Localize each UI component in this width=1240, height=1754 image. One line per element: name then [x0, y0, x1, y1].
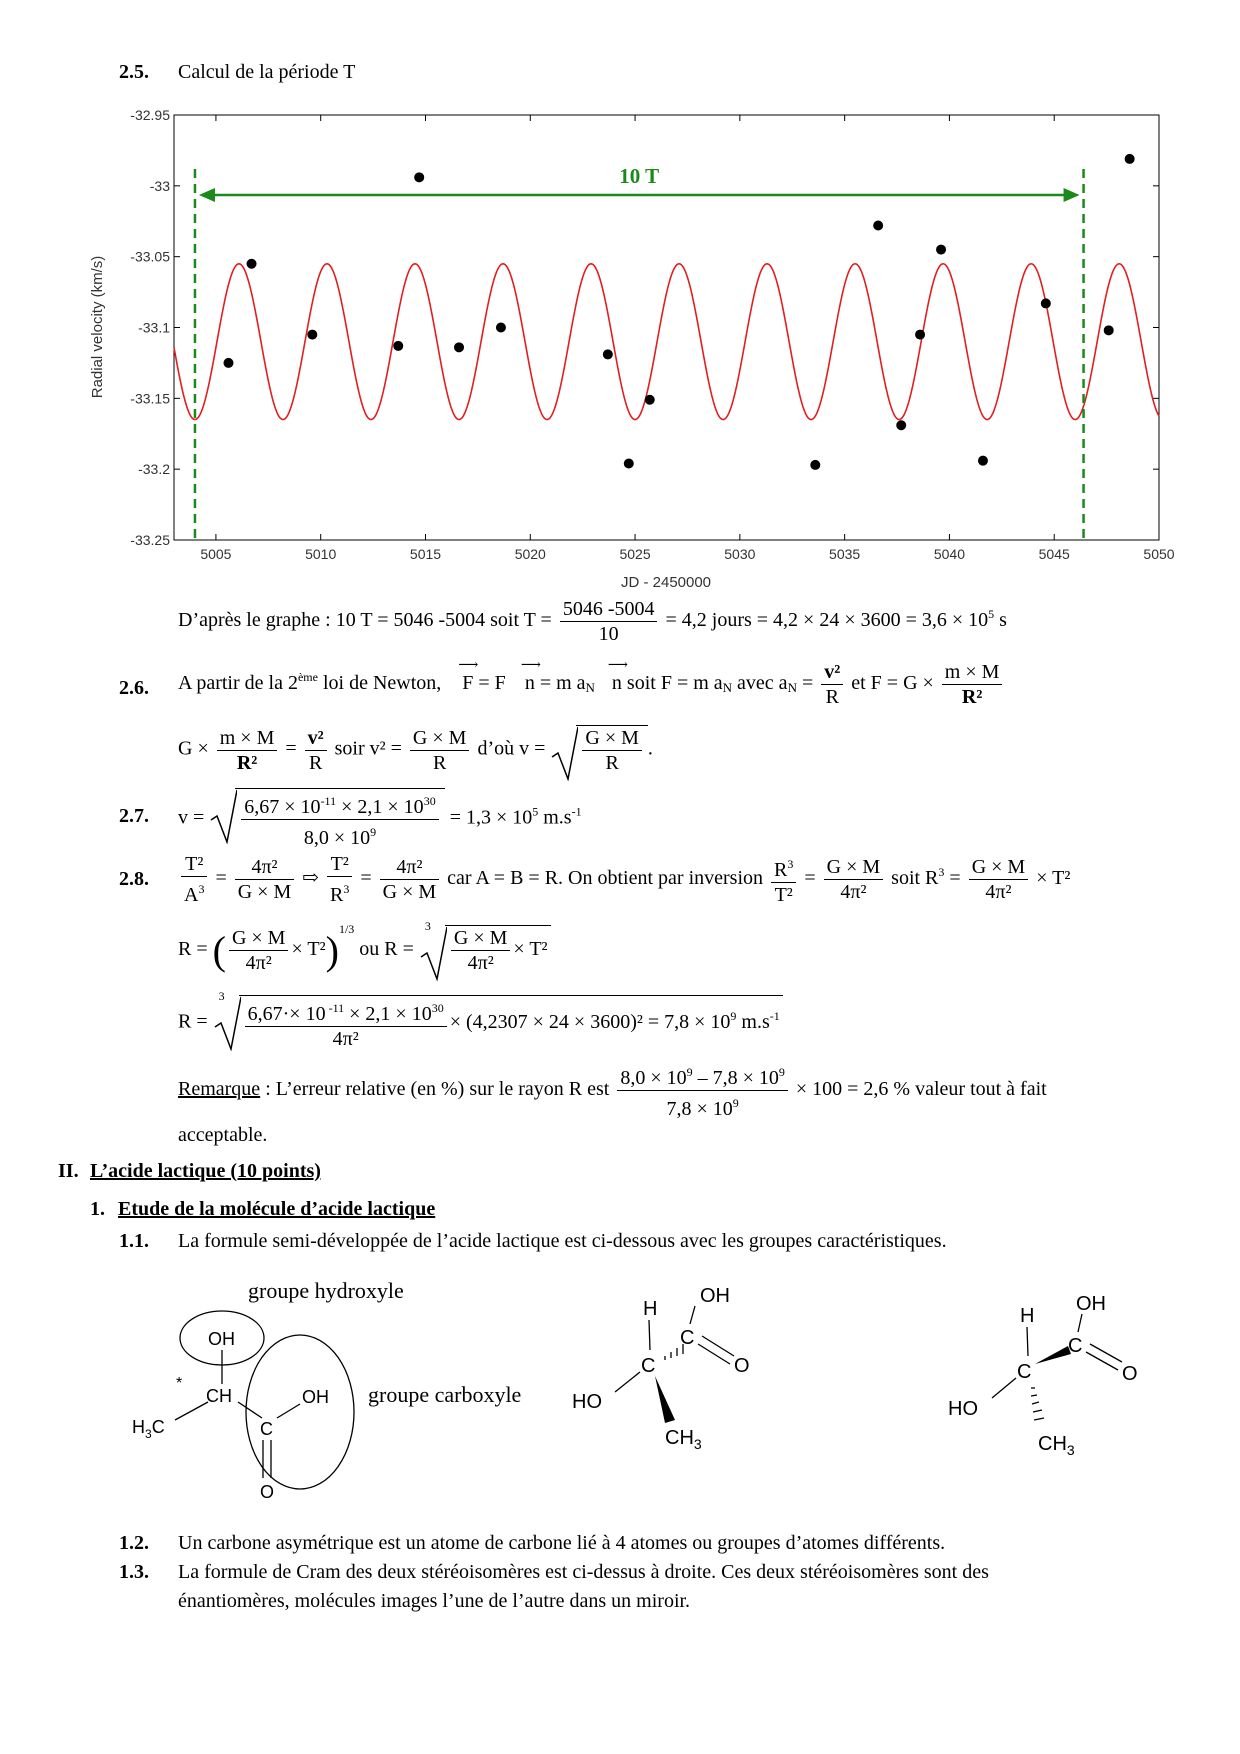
- label-hydroxyl: groupe hydroxyle: [248, 1278, 404, 1303]
- fraction-denominator: G × M: [380, 879, 440, 904]
- double-bond: [698, 1344, 730, 1364]
- y-tick-label: -33.1: [138, 319, 170, 336]
- part-number: II.: [58, 1160, 79, 1182]
- section-number-1-3: 1.3.: [119, 1561, 149, 1583]
- text: : L’erreur relative (en %) sur le rayon R est: [260, 1078, 610, 1101]
- bond: [1027, 1327, 1028, 1356]
- data-point: [1041, 298, 1051, 308]
- atom-O: O: [1122, 1363, 1138, 1385]
- fraction-denominator: R: [582, 750, 642, 775]
- text: × (4,2307 × 24 × 3600)² = 7,8 × 10: [449, 1011, 731, 1034]
- exponent: -1: [571, 804, 582, 819]
- atom-O: O: [734, 1355, 750, 1377]
- root-index: 3: [424, 919, 431, 934]
- fraction: [451, 926, 511, 975]
- fraction-v2-R: [821, 660, 843, 709]
- y-tick-label: -33.25: [130, 532, 170, 548]
- text: ou R =: [359, 938, 414, 960]
- bond: [992, 1378, 1016, 1398]
- text-1-2: Un carbone asymétrique est un atome de carbone lié à 4 atomes ou groupes d’atomes différents.: [178, 1532, 946, 1554]
- wedge-bond: [1035, 1346, 1071, 1364]
- fraction: [229, 926, 289, 975]
- fraction: [217, 726, 278, 775]
- unit: m.s: [736, 1011, 770, 1034]
- fraction: [181, 852, 207, 907]
- exponent: 1/3: [338, 922, 355, 936]
- wedge-bond: [655, 1376, 675, 1423]
- text: = 1,3 × 10: [449, 806, 533, 829]
- data-point: [1104, 325, 1114, 335]
- data-point: [454, 342, 464, 352]
- text: soir v² =: [334, 737, 402, 760]
- subscript: N: [585, 680, 595, 696]
- fraction: [771, 852, 796, 907]
- exponent: 5: [532, 804, 539, 819]
- atom-O: O: [260, 1482, 275, 1502]
- fraction-denominator: $A^3$: [181, 876, 207, 907]
- text: avec a: [732, 672, 788, 695]
- equation-velocity-value: [178, 788, 582, 850]
- fraction-numerator: G × M: [971, 856, 1026, 878]
- atom-OH: OH: [302, 1387, 329, 1407]
- text: d’où v =: [477, 737, 546, 760]
- exponent: 9: [730, 1009, 737, 1024]
- section-number-1-1: 1.1.: [119, 1230, 149, 1252]
- text: × T²: [291, 938, 326, 960]
- text: R =: [178, 1010, 208, 1033]
- fraction: [245, 996, 447, 1051]
- fraction-numerator: m × M: [944, 661, 1000, 683]
- unit: m.s: [538, 806, 572, 829]
- text-1-1: La formule semi-développée de l’acide lactique est ci-dessous avec les groupes caractéristiques.: [178, 1230, 947, 1252]
- fraction-numerator: 5046 -5004: [562, 598, 655, 620]
- atom-C: C: [641, 1355, 656, 1377]
- x-tick-label: 5005: [200, 546, 232, 562]
- atom-CH3: $CH_3$: [1038, 1433, 1075, 1458]
- fraction-numerator: G × M: [231, 926, 286, 949]
- x-tick-label: 5045: [1038, 546, 1070, 562]
- section-number-2-8: 2.8.: [119, 868, 149, 890]
- x-tick-label: 5035: [829, 546, 861, 562]
- x-tick-label: 5020: [514, 546, 546, 562]
- exponent: 5: [988, 607, 995, 622]
- data-point: [603, 349, 613, 359]
- atom-C: C: [260, 1419, 273, 1439]
- bond: [238, 1402, 262, 1418]
- x-tick-label: 5015: [409, 546, 442, 562]
- x-tick-label: 5030: [724, 546, 756, 562]
- square-root: [209, 788, 444, 850]
- cram-formula-1: [572, 1285, 750, 1452]
- root-index: 3: [218, 989, 225, 1003]
- text: soit F = m a: [626, 672, 723, 695]
- fraction: [327, 852, 352, 907]
- y-tick-label: -33.2: [138, 461, 170, 478]
- atom-OH: OH: [1076, 1293, 1106, 1315]
- fraction: [617, 1060, 788, 1121]
- fraction-denominator: 4π²: [229, 950, 289, 975]
- fraction: [824, 855, 884, 904]
- cram-formula-2: [948, 1293, 1138, 1458]
- fraction-numerator: 6,67·× 10 $^{-11} \times 2,1 \times 10^{30}$: [247, 1001, 444, 1025]
- vector-n: ⟶ n: [525, 672, 535, 695]
- data-point: [624, 459, 634, 469]
- remark: [178, 1060, 1047, 1121]
- text: = F: [478, 672, 506, 695]
- data-point: [915, 330, 925, 340]
- fraction-period: [560, 597, 658, 646]
- fraction-denominator: 4π²: [245, 1026, 447, 1051]
- fraction-numerator: m × M: [219, 726, 275, 749]
- fraction-numerator: G × M: [412, 726, 467, 749]
- data-point: [810, 460, 820, 470]
- subscript: N: [787, 680, 797, 696]
- y-tick-label: -33.05: [130, 248, 170, 265]
- text: × T²: [1036, 867, 1071, 890]
- fraction: [582, 726, 642, 775]
- bond: [175, 1402, 208, 1420]
- label-carboxyl: groupe carboxyle: [368, 1382, 522, 1407]
- data-point: [247, 259, 257, 269]
- text: soit R: [891, 867, 939, 890]
- data-point: [978, 456, 988, 466]
- equation-radius-value: [178, 989, 783, 1051]
- section-number-2-7: 2.7.: [119, 805, 149, 827]
- lactic-acid-structures: [120, 1272, 1180, 1512]
- fraction-denominator: R: [821, 684, 843, 709]
- implies-arrow: ⇨: [302, 867, 320, 890]
- fraction-numerator: T²: [185, 853, 204, 875]
- equation-radius-formula: [178, 919, 551, 975]
- asymmetric-star: *: [176, 1375, 183, 1392]
- section-title-2-5: Calcul de la période T: [178, 61, 356, 83]
- text: et F = G ×: [851, 672, 934, 695]
- fraction-numerator: $R^3$: [774, 857, 794, 881]
- text: =: [949, 867, 961, 890]
- text: =: [285, 737, 297, 760]
- atom-CH: CH: [206, 1386, 232, 1406]
- fraction-numerator: $6,67 \times 10^{-11} \times 2,1 \times 10^{30}$: [244, 794, 436, 818]
- fraction-denominator: R²: [942, 684, 1003, 709]
- fraction: [235, 855, 295, 904]
- atom-HO: HO: [572, 1391, 602, 1413]
- vector-n: ⟶ n: [612, 672, 622, 695]
- text: × 100 = 2,6 % valeur tout à fait: [795, 1078, 1047, 1101]
- fraction-denominator: T²: [771, 882, 796, 907]
- data-point: [307, 330, 317, 340]
- x-axis-label: JD - 2450000: [620, 574, 712, 591]
- exponent: -1: [769, 1009, 780, 1024]
- y-tick-label: -33.15: [130, 390, 170, 407]
- fraction: [380, 855, 440, 904]
- paren-left: (: [212, 927, 226, 973]
- atom-CH3: $CH_3$: [665, 1427, 702, 1452]
- atom-OH: OH: [700, 1285, 730, 1307]
- data-point: [873, 221, 883, 231]
- atom-H3C: $H_3C$: [132, 1417, 165, 1441]
- fraction-numerator: G × M: [453, 927, 508, 950]
- fraction-denominator: G × M: [235, 879, 295, 904]
- eq-period-eq: =: [540, 609, 552, 632]
- unit: s: [994, 609, 1007, 632]
- y-tick-label: -33: [149, 177, 170, 194]
- data-point: [896, 420, 906, 430]
- text: × T²: [513, 938, 548, 961]
- fraction-denominator: 4π²: [969, 879, 1029, 904]
- equation-kepler: [178, 852, 1070, 907]
- text: =: [360, 867, 372, 890]
- fraction-mM-R2: [942, 660, 1003, 709]
- radial-velocity-chart: [80, 105, 1190, 595]
- subscript: N: [722, 680, 733, 696]
- fraction-numerator: 4π²: [251, 856, 278, 878]
- bond: [690, 1306, 695, 1324]
- text: =: [796, 672, 814, 695]
- fraction-denominator: R²: [217, 750, 278, 775]
- double-bond: [702, 1336, 734, 1356]
- atom-C: C: [1068, 1335, 1083, 1357]
- section-number-2-5: 2.5.: [119, 61, 149, 83]
- atom-H: H: [1020, 1305, 1035, 1327]
- cube-root: [419, 919, 551, 975]
- data-point: [414, 172, 424, 182]
- equation-velocity-derivation: [178, 725, 653, 775]
- text: A partir de la 2: [178, 672, 298, 695]
- text: =: [804, 867, 816, 890]
- part-title: L’acide lactique (10 points): [90, 1160, 321, 1182]
- fraction-denominator: $8,0 \times 10^9$: [241, 819, 438, 850]
- data-point: [393, 341, 403, 351]
- atom-C: C: [680, 1327, 695, 1349]
- y-tick-label: -32.95: [130, 107, 170, 123]
- bond: [277, 1404, 300, 1418]
- fraction-numerator: T²: [330, 853, 349, 875]
- data-point: [496, 323, 506, 333]
- fraction: [969, 855, 1029, 904]
- equation-period: [178, 597, 1007, 646]
- eq-period-pre: D’après le graphe : 10 T = 5046 -5004 soit T: [178, 609, 536, 632]
- text: .: [647, 737, 653, 760]
- double-bond: [1090, 1344, 1122, 1362]
- fraction-denominator: $R^3$: [327, 876, 352, 907]
- superscript: ème: [297, 670, 318, 685]
- x-tick-label: 5010: [305, 546, 337, 562]
- fraction-denominator: 10: [560, 621, 658, 646]
- eq-period-post: = 4,2 jours = 4,2 × 24 × 3600 = 3,6 × 10: [665, 609, 989, 632]
- fraction-denominator: 4π²: [824, 879, 884, 904]
- fraction: [305, 726, 327, 775]
- bond: [615, 1372, 640, 1392]
- semi-developed-formula: [132, 1311, 354, 1502]
- atom-C: C: [1017, 1361, 1032, 1383]
- atom-OH: OH: [208, 1329, 235, 1349]
- remark-line2: acceptable.: [178, 1124, 268, 1146]
- fraction-numerator: v²: [824, 661, 841, 683]
- fraction-numerator: 4π²: [396, 856, 423, 878]
- atom-H: H: [643, 1298, 658, 1320]
- cube-root: [213, 989, 783, 1051]
- bond: [649, 1320, 650, 1350]
- text: v =: [178, 806, 205, 829]
- text: = m a: [539, 672, 586, 695]
- equation-newton: [178, 660, 1005, 709]
- paren-right: ): [325, 927, 339, 973]
- bond: [1078, 1314, 1082, 1332]
- fraction-denominator: R: [305, 750, 327, 775]
- section-number-2-6: 2.6.: [119, 677, 149, 699]
- y-axis-label: Radial velocity (km/s): [89, 255, 106, 399]
- hashed-bond: [1031, 1388, 1044, 1420]
- fraction-denominator: $7,8 \times 10^9$: [617, 1090, 788, 1121]
- x-tick-label: 5050: [1143, 546, 1175, 562]
- data-point: [1125, 154, 1135, 164]
- text-1-3-line1: La formule de Cram des deux stéréoisomères est ci-dessus à droite. Ces deux stéréoisomères sont des: [178, 1561, 989, 1583]
- fraction-numerator: G × M: [585, 727, 639, 749]
- text: car A = B = R. On obtient par inversion: [447, 867, 764, 890]
- period-label: 10 T: [619, 164, 660, 188]
- section-number-1: 1.: [90, 1198, 105, 1220]
- section-number-1-2: 1.2.: [119, 1532, 149, 1554]
- text: R =: [178, 938, 208, 960]
- section-title-1: Etude de la molécule d’acide lactique: [118, 1198, 436, 1220]
- carboxyl-circle: [246, 1335, 354, 1489]
- fraction-numerator: $8,0 \times 10^9 - 7,8 \times 10^9$: [620, 1065, 785, 1089]
- data-point: [223, 358, 233, 368]
- text: loi de Newton,: [317, 672, 442, 695]
- fraction: [410, 726, 470, 775]
- text: G ×: [178, 737, 209, 760]
- fraction-denominator: 4π²: [451, 950, 511, 975]
- exponent: 3: [938, 865, 945, 880]
- x-tick-label: 5040: [933, 546, 966, 562]
- x-tick-label: 5025: [619, 546, 651, 562]
- text: =: [215, 867, 227, 890]
- fraction: [241, 789, 438, 850]
- fraction-numerator: v²: [307, 726, 324, 749]
- text-1-3-line2: énantiomères, molécules images l’une de l’autre dans un miroir.: [178, 1590, 691, 1612]
- data-point: [645, 395, 655, 405]
- data-point: [936, 245, 946, 255]
- square-root: [550, 725, 648, 775]
- double-bond: [1086, 1352, 1118, 1370]
- remark-label: Remarque: [178, 1078, 261, 1101]
- fraction-denominator: R: [410, 750, 470, 775]
- vector-F: ⟶ F: [462, 672, 473, 695]
- fraction-numerator: G × M: [826, 856, 881, 878]
- atom-HO: HO: [948, 1398, 978, 1420]
